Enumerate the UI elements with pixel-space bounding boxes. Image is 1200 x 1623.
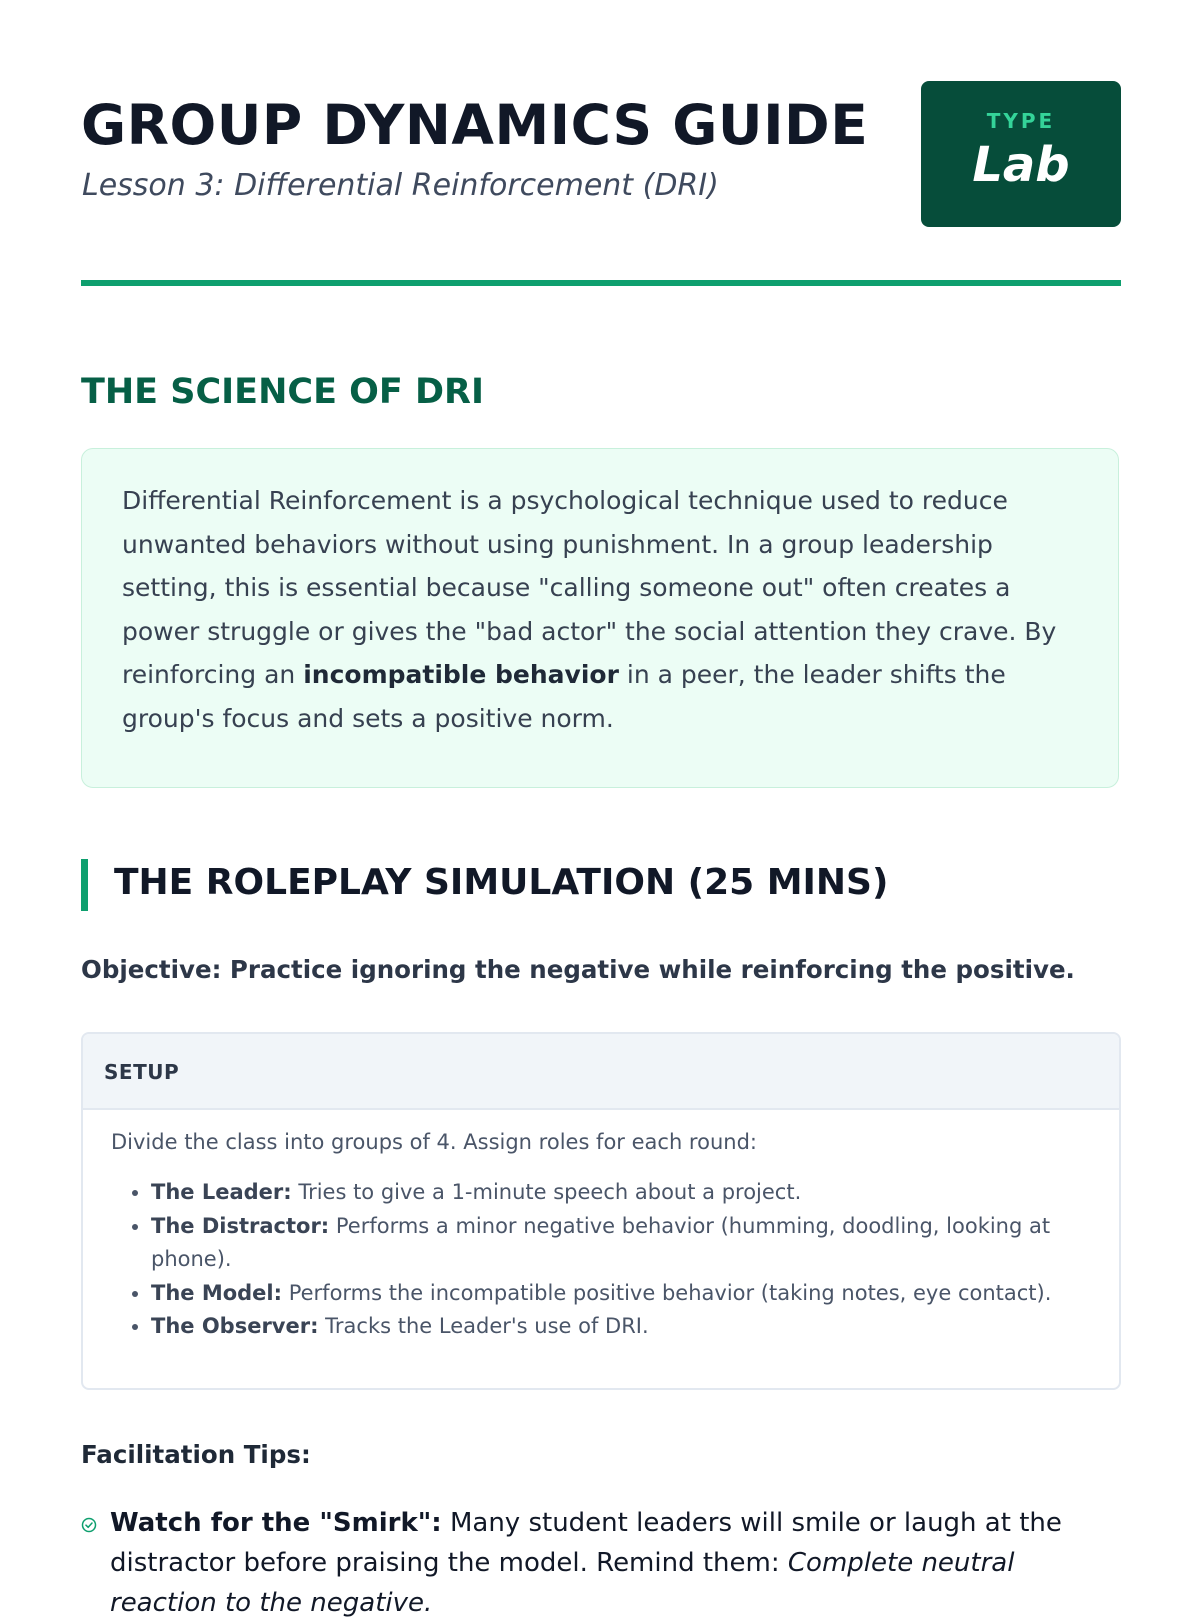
setup-intro: Divide the class into groups of 4. Assign roles for each round: bbox=[111, 1130, 757, 1154]
list-item bbox=[151, 1277, 1101, 1311]
tip-text bbox=[110, 1503, 1115, 1623]
list-item bbox=[151, 1176, 1101, 1210]
lesson-page bbox=[81, 0, 1121, 1618]
roleplay-accent-bar bbox=[81, 859, 88, 911]
science-heading: THE SCIENCE OF DRI bbox=[81, 372, 485, 412]
role-description: Performs the incompatible positive behavior (taking notes, eye contact). bbox=[282, 1280, 1052, 1305]
page-title: GROUP DYNAMICS GUIDE bbox=[81, 93, 869, 157]
science-callout bbox=[81, 448, 1119, 788]
setup-card-header bbox=[83, 1034, 1119, 1110]
type-badge-value: Lab bbox=[972, 137, 1070, 193]
science-text-after: in a peer, the leader shifts the group's focus and sets a positive norm. bbox=[122, 660, 1006, 733]
tips-heading: Facilitation Tips: bbox=[81, 1440, 311, 1469]
science-text-bold: incompatible behavior bbox=[303, 660, 619, 689]
role-description: Tracks the Leader's use of DRI. bbox=[318, 1314, 649, 1338]
objective-text: Objective: Practice ignoring the negative while reinforcing the positive. bbox=[81, 955, 1075, 984]
roleplay-heading: THE ROLEPLAY SIMULATION (25 MINS) bbox=[114, 862, 889, 903]
setup-title: SETUP bbox=[104, 1060, 180, 1084]
setup-card-body bbox=[111, 1130, 1101, 1344]
science-text-before: Differential Reinforcement is a psychological technique used to reduce unwanted behaviors without using punishment. In a group leadership setting, this is essential because "calling someone out" often creates a power struggle or gives the "bad actor" the social attention they crave. By reinforcing an bbox=[122, 486, 1057, 689]
role-list bbox=[111, 1176, 1101, 1344]
science-paragraph bbox=[122, 479, 1082, 740]
page-header bbox=[81, 0, 1121, 287]
role-name: The Observer: bbox=[151, 1314, 319, 1338]
lesson-subtitle: Lesson 3: Differential Reinforcement (DRI) bbox=[82, 168, 719, 203]
setup-card bbox=[81, 1032, 1121, 1390]
tip-body: Many student leaders will smile or laugh at the distractor before praising the model. Remind them: bbox=[110, 1508, 1062, 1578]
type-badge-label: TYPE bbox=[986, 109, 1056, 133]
tip-emphasis: Complete neutral reaction to the negative. bbox=[110, 1548, 1015, 1618]
role-description: Performs a minor negative behavior (humming, doodling, looking at phone). bbox=[151, 1213, 1051, 1271]
type-badge bbox=[921, 81, 1121, 227]
role-description: Tries to give a 1-minute speech about a project. bbox=[291, 1180, 802, 1204]
list-item bbox=[151, 1310, 1101, 1344]
role-name: The Distractor: bbox=[151, 1213, 330, 1238]
check-circle-icon bbox=[81, 1517, 97, 1533]
header-divider bbox=[81, 280, 1121, 286]
tip-title: Watch for the "Smirk": bbox=[110, 1508, 442, 1538]
role-name: The Model: bbox=[151, 1280, 283, 1305]
role-name: The Leader: bbox=[151, 1180, 292, 1204]
list-item bbox=[151, 1210, 1101, 1277]
